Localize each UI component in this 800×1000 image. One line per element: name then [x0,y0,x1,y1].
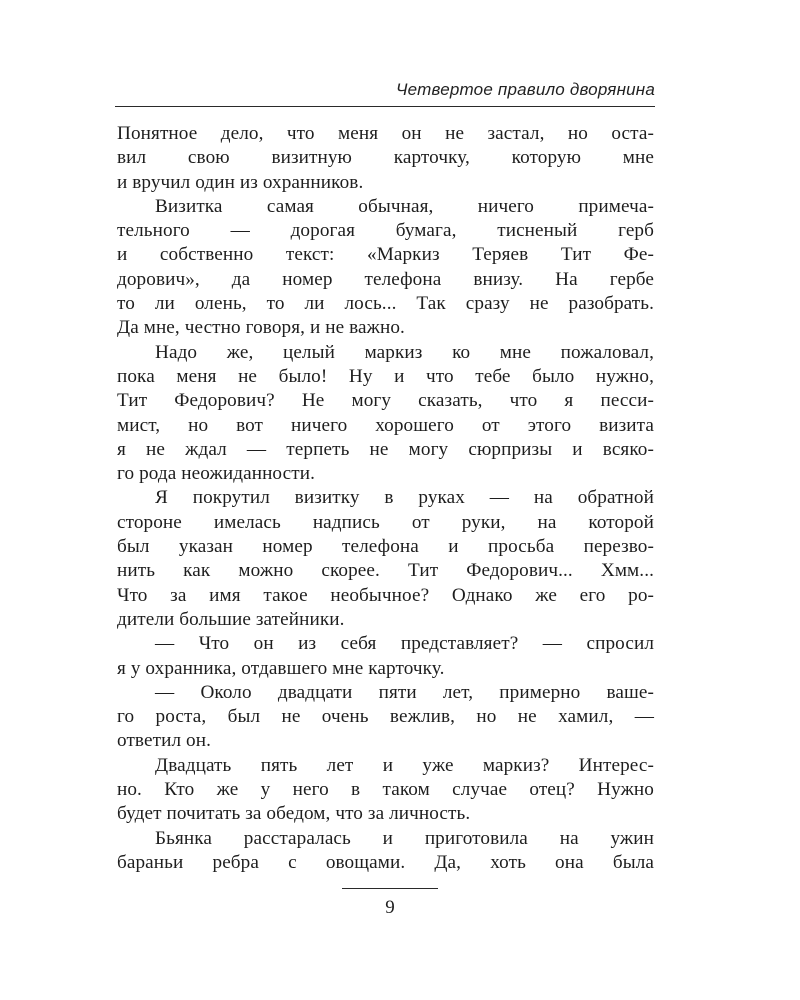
text-line: го рода неожиданности. [117,463,315,485]
text-line: ответил он. [117,730,211,752]
text-line: Бьянка расстаралась и приготовила на ужин [155,827,654,849]
text-line: Визитка самая обычная, ничего примеча- [155,195,654,217]
text-line: Я покрутил визитку в руках — на обратной [155,487,654,509]
text-line: был указан номер телефона и просьба перезво- [117,536,654,558]
text-line: вил свою визитную карточку, которую мне [117,147,654,169]
text-line: я у охранника, отдавшего мне карточку. [117,657,445,679]
text-line: Да мне, честно говоря, и не важно. [117,317,405,339]
text-line: будет почитать за обедом, что за личность. [117,803,471,825]
text-line: Тит Федорович? Не могу сказать, что я песси- [117,390,654,412]
text-line: пока меня не было! Ну и что тебе было нужно, [117,365,654,387]
text-line: я не ждал — терпеть не могу сюрпризы и всяко- [117,438,654,460]
text-line: нить как можно скорее. Тит Федорович... Хмм... [117,560,654,582]
text-line: — Что он из себя представляет? — спросил [155,633,654,655]
text-line: то ли олень, то ли лось... Так сразу не разобрать. [117,293,654,315]
text-line: стороне имелась надпись от руки, на которой [117,511,654,533]
text-line: бараньи ребра с овощами. Да, хоть она была [117,851,654,873]
text-line: Понятное дело, что меня он не застал, но оста- [117,123,654,144]
text-line: и вручил один из охранников. [117,171,364,193]
text-line: — Около двадцати пяти лет, примерно ваше- [155,681,654,703]
running-head: Четвертое правило дворянина [396,80,655,99]
text-line: го роста, был не очень вежлив, но не хамил, — [117,706,654,728]
text-line: Что за имя такое необычное? Однако же его ро- [117,584,654,606]
header-rule [115,106,655,107]
body-text [117,122,654,875]
text-line: тельного — дорогая бумага, тисненый герб [117,220,654,242]
footer-rule [342,888,438,889]
text-line: Двадцать пять лет и уже маркиз? Интерес- [155,754,654,776]
text-line: и собственно текст: «Маркиз Теряев Тит Фе- [117,244,654,266]
page-number: 9 [385,897,395,918]
text-line: мист, но вот ничего хорошего от этого визита [117,414,654,436]
text-line: дители большие затейники. [117,608,345,630]
text-line: но. Кто же у него в таком случае отец? Нужно [117,779,654,801]
text-line: дорович», да номер телефона внизу. На гербе [117,268,654,290]
text-line: Надо же, целый маркиз ко мне пожаловал, [155,341,654,363]
